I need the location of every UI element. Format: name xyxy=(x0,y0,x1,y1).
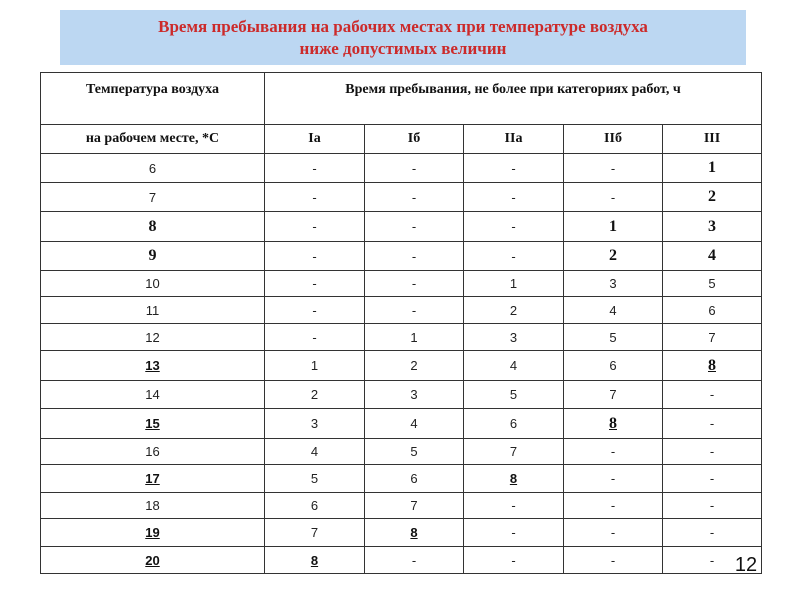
time-cell: 7 xyxy=(365,493,464,519)
temperature-cell: 17 xyxy=(41,465,265,493)
temperature-cell: 13 xyxy=(41,351,265,381)
category-header: III xyxy=(663,125,762,154)
time-cell: - xyxy=(365,154,464,183)
table-row xyxy=(41,271,762,297)
time-cell: - xyxy=(564,547,663,574)
temp-header-bottom: на рабочем месте, *С xyxy=(41,125,265,154)
time-cell: 8 xyxy=(365,519,464,547)
time-cell: 3 xyxy=(564,271,663,297)
category-header: IIа xyxy=(464,125,564,154)
temperature-cell: 8 xyxy=(41,212,265,242)
temperature-cell: 16 xyxy=(41,439,265,465)
time-cell: - xyxy=(564,465,663,493)
table-row xyxy=(41,212,762,242)
table-row xyxy=(41,409,762,439)
table-row xyxy=(41,242,762,271)
table-row xyxy=(41,465,762,493)
time-header: Время пребывания, не более при категориях работ, ч xyxy=(265,73,762,125)
time-cell: 6 xyxy=(464,409,564,439)
time-cell: 1 xyxy=(265,351,365,381)
temperature-cell: 14 xyxy=(41,381,265,409)
time-cell: - xyxy=(265,183,365,212)
time-cell: 8 xyxy=(564,409,663,439)
time-cell: - xyxy=(265,324,365,351)
temperature-cell: 19 xyxy=(41,519,265,547)
time-cell: - xyxy=(365,212,464,242)
time-cell: - xyxy=(464,519,564,547)
time-cell: 2 xyxy=(365,351,464,381)
time-cell: - xyxy=(663,409,762,439)
time-cell: 8 xyxy=(265,547,365,574)
time-cell: 5 xyxy=(265,465,365,493)
temperature-cell: 12 xyxy=(41,324,265,351)
time-cell: 4 xyxy=(564,297,663,324)
time-cell: 5 xyxy=(365,439,464,465)
time-cell: 5 xyxy=(464,381,564,409)
temperature-table xyxy=(40,72,762,574)
time-cell: 4 xyxy=(265,439,365,465)
temperature-cell: 9 xyxy=(41,242,265,271)
time-cell: - xyxy=(663,381,762,409)
time-cell: 6 xyxy=(663,297,762,324)
time-cell: 1 xyxy=(365,324,464,351)
time-cell: 6 xyxy=(564,351,663,381)
temperature-cell: 20 xyxy=(41,547,265,574)
category-header: IIб xyxy=(564,125,663,154)
table-row xyxy=(41,351,762,381)
time-cell: - xyxy=(265,242,365,271)
time-cell: - xyxy=(365,547,464,574)
time-cell: - xyxy=(564,519,663,547)
time-cell: - xyxy=(365,297,464,324)
time-cell: - xyxy=(464,242,564,271)
time-cell: - xyxy=(464,183,564,212)
time-cell: 6 xyxy=(265,493,365,519)
time-cell: 3 xyxy=(365,381,464,409)
time-cell: - xyxy=(663,439,762,465)
time-cell: 7 xyxy=(564,381,663,409)
time-cell: 1 xyxy=(464,271,564,297)
time-cell: - xyxy=(365,183,464,212)
time-cell: - xyxy=(564,154,663,183)
time-cell: 6 xyxy=(365,465,464,493)
time-cell: - xyxy=(464,154,564,183)
title-line-1: Время пребывания на рабочих местах при температуре воздуха xyxy=(158,16,648,36)
temperature-cell: 11 xyxy=(41,297,265,324)
time-cell: - xyxy=(464,493,564,519)
time-cell: 1 xyxy=(564,212,663,242)
time-cell: 7 xyxy=(663,324,762,351)
time-cell: - xyxy=(265,212,365,242)
time-cell: - xyxy=(663,465,762,493)
table-row xyxy=(41,183,762,212)
time-cell: 4 xyxy=(365,409,464,439)
header-row-top xyxy=(41,73,762,125)
time-cell: - xyxy=(265,154,365,183)
table-row xyxy=(41,547,762,574)
temperature-cell: 10 xyxy=(41,271,265,297)
time-cell: - xyxy=(265,297,365,324)
title-line-2: ниже допустимых величин xyxy=(299,38,507,58)
table-row xyxy=(41,297,762,324)
page-number: 12 xyxy=(734,554,758,576)
time-cell: - xyxy=(663,547,762,574)
time-cell: 7 xyxy=(265,519,365,547)
time-cell: - xyxy=(365,242,464,271)
time-cell: 3 xyxy=(265,409,365,439)
time-cell: 1 xyxy=(663,154,762,183)
time-cell: 5 xyxy=(564,324,663,351)
temperature-cell: 18 xyxy=(41,493,265,519)
time-cell: 7 xyxy=(464,439,564,465)
time-cell: 2 xyxy=(663,183,762,212)
table-row xyxy=(41,519,762,547)
header-row-bottom xyxy=(41,125,762,154)
temp-header-top: Температура воздуха xyxy=(41,73,265,125)
time-cell: 2 xyxy=(564,242,663,271)
table-row xyxy=(41,439,762,465)
time-cell: 2 xyxy=(265,381,365,409)
title-banner xyxy=(60,10,746,65)
table-body xyxy=(41,154,762,574)
temperature-cell: 7 xyxy=(41,183,265,212)
table-row xyxy=(41,381,762,409)
time-cell: - xyxy=(663,493,762,519)
time-cell: - xyxy=(564,439,663,465)
time-cell: - xyxy=(265,271,365,297)
time-cell: 5 xyxy=(663,271,762,297)
time-cell: 2 xyxy=(464,297,564,324)
table-row xyxy=(41,154,762,183)
temperature-cell: 15 xyxy=(41,409,265,439)
time-cell: - xyxy=(663,519,762,547)
category-header: Iб xyxy=(365,125,464,154)
time-cell: - xyxy=(564,183,663,212)
time-cell: 4 xyxy=(663,242,762,271)
time-cell: - xyxy=(464,212,564,242)
time-cell: 4 xyxy=(464,351,564,381)
table-row xyxy=(41,324,762,351)
time-cell: 3 xyxy=(663,212,762,242)
time-cell: - xyxy=(464,547,564,574)
time-cell: 8 xyxy=(663,351,762,381)
category-header: Iа xyxy=(265,125,365,154)
time-cell: - xyxy=(564,493,663,519)
time-cell: 3 xyxy=(464,324,564,351)
time-cell: 8 xyxy=(464,465,564,493)
table-row xyxy=(41,493,762,519)
time-cell: - xyxy=(365,271,464,297)
temperature-cell: 6 xyxy=(41,154,265,183)
